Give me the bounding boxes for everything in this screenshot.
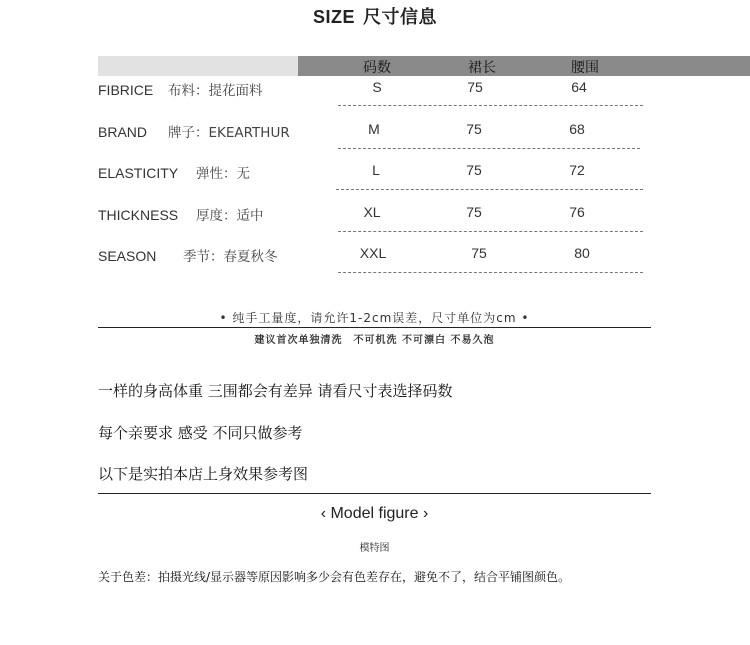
size-advice-text: 一样的身高体重 三围都会有差异 请看尺寸表选择码数 xyxy=(98,382,453,400)
cell-waist: 72 xyxy=(569,162,585,178)
cell-length: 75 xyxy=(466,204,482,220)
spec-key: THICKNESS xyxy=(98,207,179,223)
cell-size: L xyxy=(372,162,380,178)
cell-length: 75 xyxy=(467,79,483,95)
spec-key: SEASON xyxy=(98,248,157,264)
page-title xyxy=(0,3,750,29)
row-divider xyxy=(338,105,643,106)
spec-value: 牌子：EKEARTHUR xyxy=(168,125,290,141)
spec-season xyxy=(98,245,278,265)
color-difference-note: 关于色差：拍摄光线/显示器等原因影响多少会有色差存在，避免不了，结合平铺图颜色。 xyxy=(98,570,571,584)
row-divider xyxy=(338,272,643,273)
header-waist: 腰围 xyxy=(571,60,599,76)
row-divider xyxy=(338,148,640,149)
reference-text: 每个亲要求 感受 不同只做参考 xyxy=(98,424,303,442)
table-header-bar-light xyxy=(98,56,298,76)
header-length: 裙长 xyxy=(468,60,496,76)
spec-value: 布料：提花面料 xyxy=(168,83,263,99)
spec-key: FIBRICE xyxy=(98,82,154,98)
cell-waist: 64 xyxy=(571,79,587,95)
cell-size: XL xyxy=(363,204,381,220)
spec-value: 弹性：无 xyxy=(196,166,250,182)
model-photo-intro: 以下是实拍本店上身效果参考图 xyxy=(98,465,309,483)
cell-length: 75 xyxy=(471,245,487,261)
care-instructions: 建议首次单独清洗 不可机洗 不可漂白 不易久泡 xyxy=(254,335,495,346)
cell-size: S xyxy=(372,79,382,95)
spec-brand xyxy=(98,121,290,141)
spec-elasticity xyxy=(98,162,250,182)
title-cn: 尺寸信息 xyxy=(363,7,437,28)
row-divider xyxy=(338,231,643,232)
cell-length: 75 xyxy=(466,121,482,137)
cell-waist: 76 xyxy=(569,204,585,220)
header-size: 码数 xyxy=(363,60,391,76)
measurement-note: • 纯手工量度，请允许1-2cm误差，尺寸单位为cm • xyxy=(219,311,530,325)
cell-size: M xyxy=(368,121,380,137)
spec-key: ELASTICITY xyxy=(98,165,179,181)
spec-thickness xyxy=(98,204,264,224)
divider-line xyxy=(98,493,651,494)
cell-waist: 80 xyxy=(574,245,590,261)
model-figure-subtitle: 模特图 xyxy=(359,543,390,554)
spec-value: 季节：春夏秋冬 xyxy=(183,249,278,265)
model-figure-heading: ‹ Model figure › xyxy=(320,505,429,522)
spec-key: BRAND xyxy=(98,124,148,140)
row-divider xyxy=(336,189,643,190)
spec-fabric xyxy=(98,79,263,99)
cell-waist: 68 xyxy=(569,121,585,137)
cell-size: XXL xyxy=(359,245,387,261)
title-en: SIZE xyxy=(312,7,355,27)
spec-value: 厚度：适中 xyxy=(196,208,264,224)
cell-length: 75 xyxy=(466,162,482,178)
divider-line xyxy=(98,327,651,328)
